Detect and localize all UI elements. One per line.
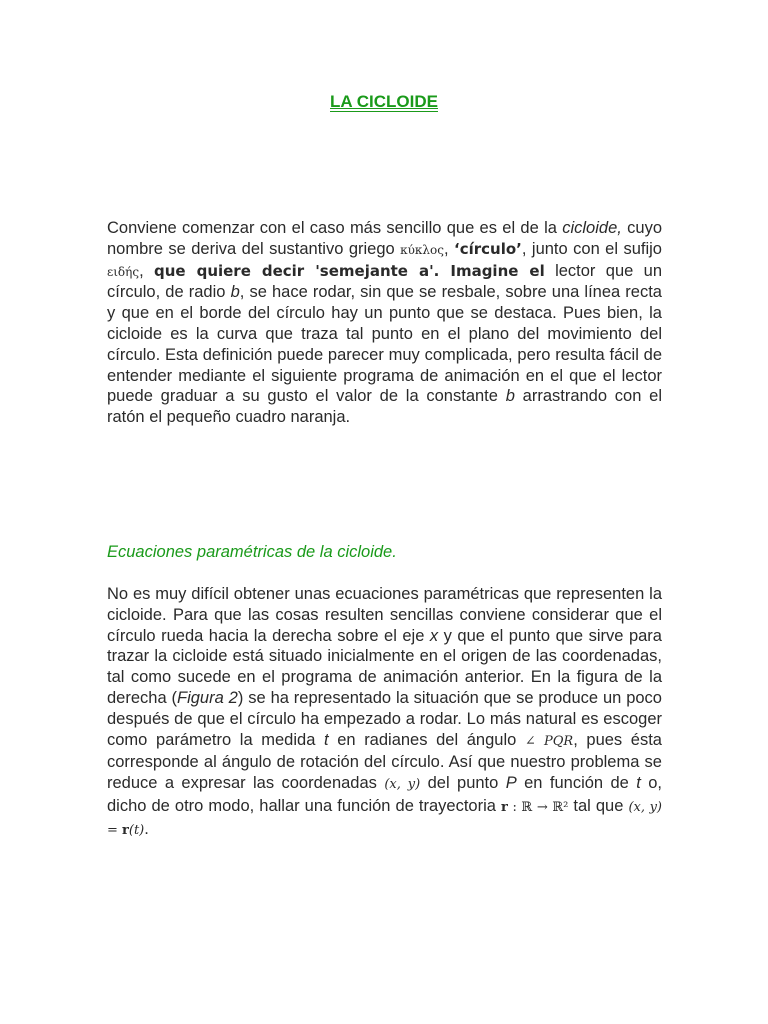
- text-bold: ‘círculo’: [454, 239, 522, 258]
- text: ,: [139, 261, 154, 280]
- variable-p: P: [505, 774, 517, 793]
- text: lector que un círculo, de radio: [107, 261, 663, 302]
- coordinates-formula: (x, y): [384, 777, 421, 793]
- text: Conviene comenzar con el caso más sencillo que es el de la: [107, 219, 563, 237]
- text: , se hace rodar, sin que se resbale, sobre una línea recta y que en el borde del círculo hay un punto que se destaca. Pues bien, la cicloide es la curva que traza tal punto en el plano del movimiento del círculo. Esta definición puede parecer muy complicada, pero resulta fácil de entender mediante el siguiente programa de animación en el que el lector puede graduar a su gusto el valor de la constante: [107, 283, 662, 406]
- greek-word-kyklos: κύκλος: [400, 242, 444, 257]
- angle-pqr-formula: ∠ PQR: [524, 733, 574, 749]
- text: o, dicho de otro modo, hallar una función de trayectoria: [107, 774, 662, 815]
- trajectory-formula: (x, y) =: [107, 799, 663, 838]
- text: del punto: [420, 774, 506, 793]
- trajectory-formula-arg: (t): [128, 822, 145, 838]
- text: en función de: [516, 774, 637, 793]
- variable-t: t: [636, 774, 641, 793]
- function-mapping-formula: : ℝ → ℝ²: [507, 799, 569, 815]
- text: , pues ésta corresponde al ángulo de rotación del círculo. Así que nuestro problema se reduce a expresar las coordenadas: [107, 730, 662, 793]
- variable-t: t: [324, 730, 329, 749]
- text: y que el punto que sirve para trazar la cicloide está situado inicialmente en el origen de las coordenadas, tal como sucede en el programa de animación anterior. En la figura de la derecha (: [107, 626, 662, 707]
- text: ) se ha representado la situación que se produce un poco después de que el círculo ha empezado a rodar. Lo más natural es escoger como parámetro la medida: [107, 688, 662, 749]
- section-heading: Ecuaciones paramétricas de la cicloide.: [107, 543, 397, 561]
- text: cuyo nombre se deriva del sustantivo griego: [107, 219, 662, 258]
- text: tal que: [568, 796, 629, 815]
- variable-x: x: [429, 626, 439, 645]
- greek-suffix-eides: ειδής: [107, 264, 140, 279]
- parametric-paragraph: [107, 584, 662, 842]
- document-title: LA CICLOIDE: [330, 92, 438, 111]
- text-bold: que quiere decir 'semejante a'. Imagine el: [154, 261, 545, 280]
- text: ,: [444, 239, 455, 258]
- text: No es muy difícil obtener unas ecuaciones paramétricas que representen la cicloide. Para que las cosas resulten sencillas conviene considerar que el círculo rueda hacia la derecha sobre el eje: [107, 585, 662, 645]
- text: .: [144, 819, 149, 838]
- variable-b: b: [505, 387, 515, 406]
- variable-b: b: [230, 283, 240, 302]
- intro-paragraph: [107, 218, 662, 428]
- figure-reference: Figura 2: [177, 688, 238, 707]
- text: arrastrando con el ratón el pequeño cuadro naranja.: [107, 387, 662, 427]
- function-r: r: [501, 799, 508, 815]
- function-r: r: [122, 822, 129, 838]
- text-italic: cicloide,: [562, 219, 622, 237]
- text: en radianes del ángulo: [328, 730, 525, 749]
- text: , junto con el sufijo: [521, 239, 662, 258]
